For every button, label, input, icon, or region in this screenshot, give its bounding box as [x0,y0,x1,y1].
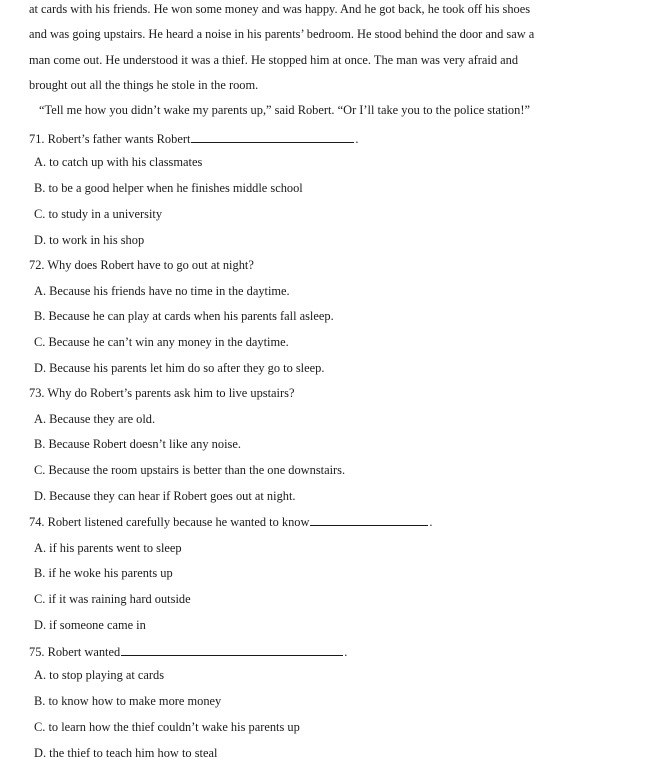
question-text: 71. Robert’s father wants Robert [29,132,191,146]
option-d: D. to work in his shop [34,233,145,247]
question-stem [29,514,433,530]
option-a: A. Because his friends have no time in the daytime. [34,284,290,298]
option-c: C. Because the room upstairs is better than the one downstairs. [34,463,346,477]
option-b: B. to be a good helper when he finishes middle school [34,181,303,195]
question-stem [29,644,347,660]
option-d: D. Because they can hear if Robert goes out at night. [34,489,296,503]
option-b: B. Because Robert doesn’t like any noise. [34,437,241,451]
answer-blank[interactable] [191,131,354,143]
option-d: D. the thief to teach him how to steal [34,746,218,760]
option-b: B. if he woke his parents up [34,566,173,580]
question-stem [29,386,294,401]
option-c: C. if it was raining hard outside [34,592,191,606]
option-d: D. if someone came in [34,618,146,632]
question-text: 72. Why does Robert have to go out at night? [29,258,254,272]
option-a: A. to stop playing at cards [34,668,165,682]
question-tail: . [344,645,348,659]
passage-line: at cards with his friends. He won some money and was happy. And he got back, he took off his shoes [29,2,531,16]
option-d: D. Because his parents let him do so after they go to sleep. [34,361,325,375]
passage-line: brought out all the things he stole in the room. [29,78,259,92]
option-a: A. to catch up with his classmates [34,155,203,169]
question-stem [29,131,359,147]
question-tail: . [429,515,433,529]
answer-blank[interactable] [121,644,343,656]
option-c: C. Because he can’t win any money in the daytime. [34,335,289,349]
question-text: 74. Robert listened carefully because he wanted to know [29,515,310,529]
option-c: C. to study in a university [34,207,163,221]
passage-quote: “Tell me how you didn’t wake my parents up,” said Robert. “Or I’ll take you to the police station!” [39,103,530,117]
passage-line: and was going upstairs. He heard a noise in his parents’ bedroom. He stood behind the door and saw a [29,27,535,41]
option-a: A. if his parents went to sleep [34,541,182,555]
question-tail: . [355,132,359,146]
option-a: A. Because they are old. [34,412,156,426]
question-stem [29,258,254,273]
option-b: B. to know how to make more money [34,694,222,708]
option-b: B. Because he can play at cards when his parents fall asleep. [34,309,334,323]
answer-blank[interactable] [310,514,428,526]
question-text: 75. Robert wanted [29,645,121,659]
question-text: 73. Why do Robert’s parents ask him to live upstairs? [29,386,295,400]
passage-line: man come out. He understood it was a thief. He stopped him at once. The man was very afraid and [29,53,519,67]
option-c: C. to learn how the thief couldn’t wake his parents up [34,720,300,734]
